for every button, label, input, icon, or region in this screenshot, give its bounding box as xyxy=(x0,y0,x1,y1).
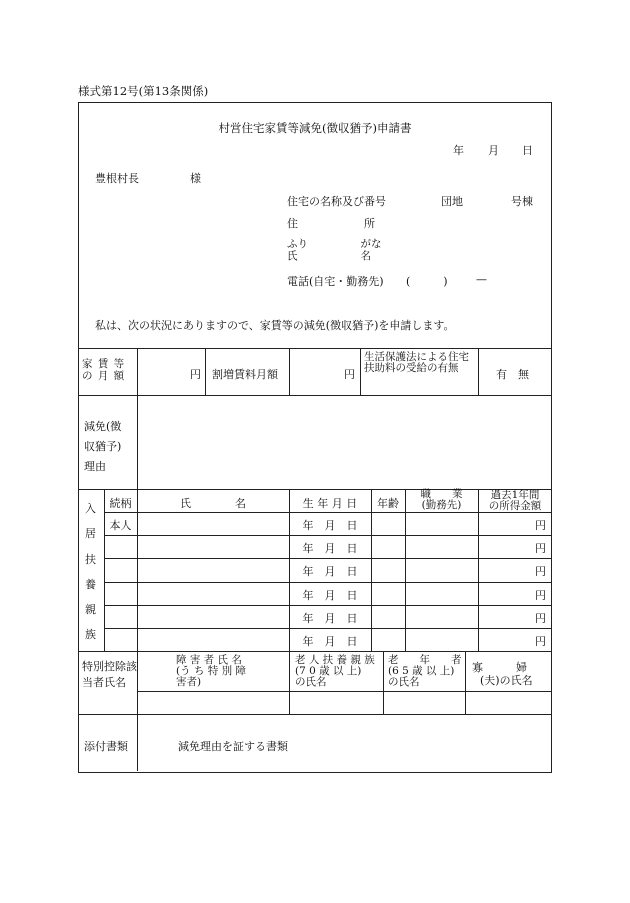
household-label-char: 入 xyxy=(85,502,96,515)
row-birth: 年 月 日 xyxy=(302,565,358,578)
reason-label-2: 収猶予) xyxy=(84,440,122,453)
household-label-char: 居 xyxy=(85,527,96,540)
form-title: 村営住宅家賃等減免(徴収猶予)申請書 xyxy=(218,121,412,135)
rent-label-1: 家 賃 等 xyxy=(82,358,126,370)
surcharge-yen: 円 xyxy=(344,368,355,381)
phone-paren: ( ) xyxy=(406,275,448,288)
reason-label-1: 減免(徴 xyxy=(84,420,122,433)
header-income-1: 過去1年間 xyxy=(490,489,540,501)
row-relation: 本人 xyxy=(109,519,132,532)
addressee-honorific: 様 xyxy=(190,172,201,185)
row-birth: 年 月 日 xyxy=(302,612,358,625)
rent-label-2: の 月 額 xyxy=(82,370,126,382)
name-label: 氏 名 xyxy=(287,250,371,262)
elderly-header-3: の氏名 xyxy=(388,676,420,688)
header-income-2: の所得金額 xyxy=(488,500,542,512)
special-label: 特別控除該当者氏名 xyxy=(82,660,137,689)
row-income: 円 xyxy=(535,589,546,602)
rent-yen: 円 xyxy=(190,368,201,381)
welfare-label: 生活保護法による住宅扶助料の受給の有無 xyxy=(364,351,469,374)
date-year: 年 xyxy=(453,144,464,157)
row-income: 円 xyxy=(535,565,546,578)
elderly-dependent-header-2: (7 0 歳 以 上) xyxy=(295,665,362,677)
header-birth: 生 年 月 日 xyxy=(302,497,358,510)
header-occupation-1: 職 業 xyxy=(420,488,463,500)
elderly-dependent-header-3: の氏名 xyxy=(295,676,327,688)
goto-label: 号棟 xyxy=(511,195,533,208)
surcharge-label: 割増賃料月額 xyxy=(212,368,278,381)
addressee-name: 豊根村長 xyxy=(95,172,139,185)
household-label-char: 親 xyxy=(85,603,96,616)
attachment-value: 減免理由を証する書類 xyxy=(178,740,288,753)
phone-label: 電話(自宅・勤務先) xyxy=(287,275,384,288)
date-month: 月 xyxy=(488,144,499,157)
household-label-char: 族 xyxy=(85,628,96,641)
form-number: 様式第12号(第13条関係) xyxy=(78,84,209,98)
widow-header-2: (夫)の氏名 xyxy=(480,674,533,687)
danchi-label: 団地 xyxy=(441,195,463,208)
header-name: 氏 名 xyxy=(180,497,246,510)
phone-dash: — xyxy=(476,273,487,286)
attachment-label: 添付書類 xyxy=(84,740,128,753)
row-income: 円 xyxy=(535,542,546,555)
header-occupation-2: (勤務先) xyxy=(421,499,462,511)
disabled-header-3: 害者) xyxy=(176,676,202,688)
statement-text: 私は、次の状況にありますので、家賃等の減免(徴収猶予)を申請します。 xyxy=(95,319,455,332)
disabled-header-1: 障 害 者 氏 名 xyxy=(176,654,242,666)
elderly-header-2: (6 5 歳 以 上) xyxy=(388,665,455,677)
header-relation: 続柄 xyxy=(109,497,132,510)
elderly-header-1: 老 年 者 xyxy=(388,654,462,666)
row-income: 円 xyxy=(535,635,546,648)
housing-label: 住宅の名称及び番号 xyxy=(287,195,386,208)
address-label: 住 所 xyxy=(287,217,375,230)
household-label-char: 扶 xyxy=(85,553,96,566)
household-label-char: 養 xyxy=(85,578,96,591)
row-income: 円 xyxy=(535,519,546,532)
widow-header-1: 寡 婦 xyxy=(472,661,527,674)
row-birth: 年 月 日 xyxy=(302,635,358,648)
welfare-yes-no: 有 無 xyxy=(496,368,529,381)
elderly-dependent-header-1: 老 人 扶 養 親 族 xyxy=(295,654,375,666)
row-income: 円 xyxy=(535,612,546,625)
date-day: 日 xyxy=(522,144,533,157)
disabled-header-2: (う ち 特 別 障 xyxy=(176,665,246,677)
row-birth: 年 月 日 xyxy=(302,542,358,555)
furigana-label: ふり がな xyxy=(287,238,382,250)
reason-label-3: 理由 xyxy=(84,460,106,473)
row-birth: 年 月 日 xyxy=(302,519,358,532)
row-birth: 年 月 日 xyxy=(302,589,358,602)
header-age: 年齢 xyxy=(377,497,399,510)
